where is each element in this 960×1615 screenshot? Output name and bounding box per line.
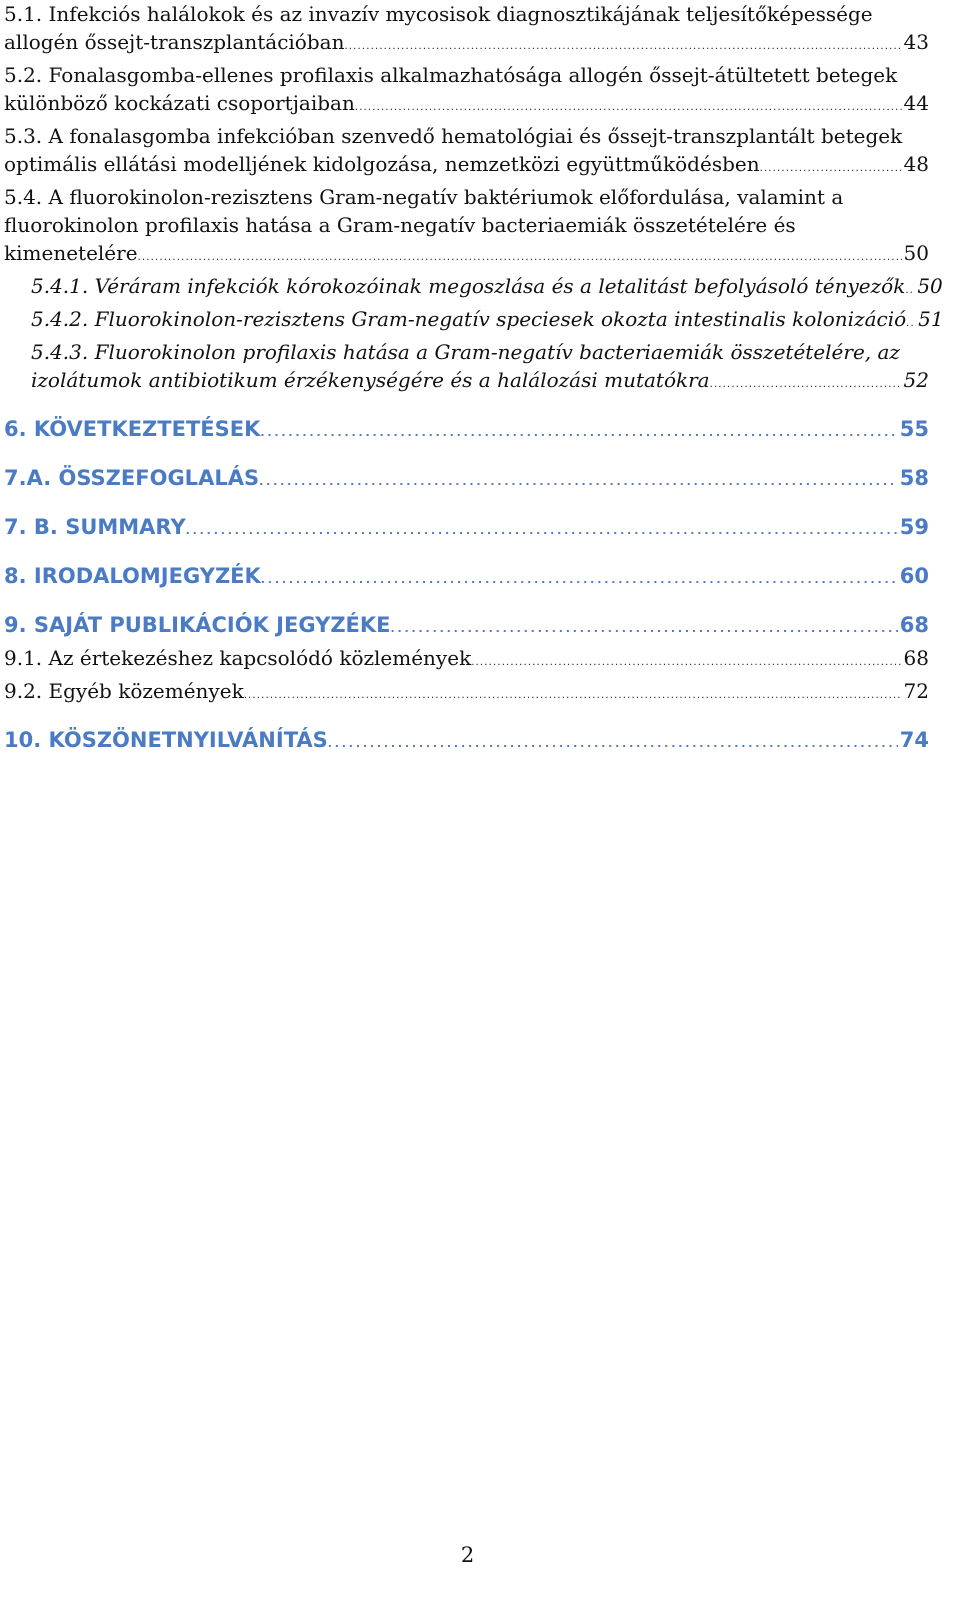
toc-section-10[interactable]	[4, 725, 929, 759]
toc-section-7b[interactable]	[4, 512, 929, 546]
toc-entry-5-4[interactable]	[4, 183, 929, 272]
dot-leader	[344, 28, 901, 61]
toc-entry-text: izolátumok antibiotikum érzékenységére és a halálozási mutatókra	[31, 368, 710, 392]
dot-leader	[244, 677, 902, 710]
toc-page-number: 68	[899, 613, 929, 637]
toc-page-number: 72	[903, 679, 929, 703]
dot-leader	[259, 463, 898, 497]
toc-entry-text: allogén őssejt-transzplantációban	[4, 30, 345, 54]
dot-leader	[138, 239, 902, 272]
toc-entry-text: 9.1. Az értekezéshez kapcsolódó közlemények	[4, 646, 472, 670]
toc-section-title: 7. B. SUMMARY	[4, 515, 186, 539]
toc-page-number: 74	[899, 728, 929, 752]
toc-page-number: 59	[899, 515, 929, 539]
toc-page-number: 52	[903, 368, 929, 392]
dot-leader	[391, 610, 898, 644]
toc-page-number: 58	[899, 466, 929, 490]
toc-entry-5-2[interactable]	[4, 61, 929, 122]
toc-entry-text: kimenetelére	[4, 241, 138, 265]
toc-entry-text: 5.2. Fonalasgomba-ellenes profilaxis alkalmazhatósága allogén őssejt-átültetett betegek	[4, 63, 898, 87]
toc-entry-text: 5.3. A fonalasgomba infekcióban szenvedő hematológiai és őssejt-transzplantált betegek	[4, 124, 903, 148]
toc-page-number: 43	[903, 30, 929, 54]
dot-leader	[328, 725, 898, 759]
toc-section-title: 10. KÖSZÖNETNYILVÁNÍTÁS	[4, 728, 328, 752]
toc-page-number: 51	[918, 307, 944, 331]
dot-leader	[261, 561, 898, 595]
toc-entry-5-3[interactable]	[4, 122, 929, 183]
toc-entry-text: 5.4.1. Véráram infekciók kórokozóinak megoszlása és a letalitást befolyásoló tényezők	[31, 274, 906, 298]
toc-section-8[interactable]	[4, 561, 929, 595]
toc-section-title: 9. SAJÁT PUBLIKÁCIÓK JEGYZÉKE	[4, 613, 391, 637]
page-number: 2	[460, 1543, 475, 1567]
dot-leader	[760, 150, 902, 183]
toc-page-number: 48	[903, 152, 929, 176]
table-of-contents	[4, 0, 944, 759]
toc-page-number: 60	[899, 564, 929, 588]
toc-page-number: 50	[903, 241, 929, 265]
toc-section-7a[interactable]	[4, 463, 929, 497]
toc-entry-text: 9.2. Egyéb közemények	[4, 679, 244, 703]
toc-entry-text: 5.4.2. Fluorokinolon-rezisztens Gram-negatív speciesek okozta intestinalis kolonizáció	[31, 307, 907, 331]
dot-leader	[710, 366, 902, 399]
toc-entry-text: különböző kockázati csoportjaiban	[4, 91, 355, 115]
toc-entry-text: 5.4. A fluorokinolon-rezisztens Gram-negatív baktériumok előfordulása, valamint a	[4, 185, 844, 209]
dot-leader	[186, 512, 898, 546]
toc-section-title: 7.A. ÖSSZEFOGLALÁS	[4, 466, 260, 490]
toc-entry-text: fluorokinolon profilaxis hatása a Gram-negatív bacteriaemiák összetételére és	[4, 213, 796, 237]
toc-section-6[interactable]	[4, 414, 929, 448]
toc-entry-5-4-2[interactable]	[4, 305, 944, 338]
toc-section-title: 8. IRODALOMJEGYZÉK	[4, 564, 261, 588]
toc-entry-5-4-1[interactable]	[4, 272, 943, 305]
dot-leader	[906, 305, 916, 338]
dot-leader	[905, 272, 915, 305]
toc-page-number: 68	[903, 646, 929, 670]
toc-page-number: 55	[899, 417, 929, 441]
toc-entry-text: 5.4.3. Fluorokinolon profilaxis hatása a Gram-negatív bacteriaemiák összetételére, az	[31, 340, 900, 364]
toc-section-9[interactable]	[4, 610, 929, 644]
dot-leader	[471, 644, 901, 677]
toc-entry-5-4-3[interactable]	[4, 338, 929, 399]
toc-page-number: 44	[903, 91, 929, 115]
dot-leader	[260, 414, 897, 448]
toc-entry-5-1[interactable]	[4, 0, 929, 61]
toc-entry-9-2[interactable]	[4, 677, 929, 710]
dot-leader	[355, 89, 902, 122]
toc-entry-text: 5.1. Infekciós halálokok és az invazív mycosisok diagnosztikájának teljesítőképessége	[4, 2, 873, 26]
toc-page-number: 50	[917, 274, 943, 298]
toc-section-title: 6. KÖVETKEZTETÉSEK	[4, 417, 261, 441]
toc-entry-text: optimális ellátási modelljének kidolgozása, nemzetközi együttműködésben	[4, 152, 760, 176]
toc-entry-9-1[interactable]	[4, 644, 929, 677]
